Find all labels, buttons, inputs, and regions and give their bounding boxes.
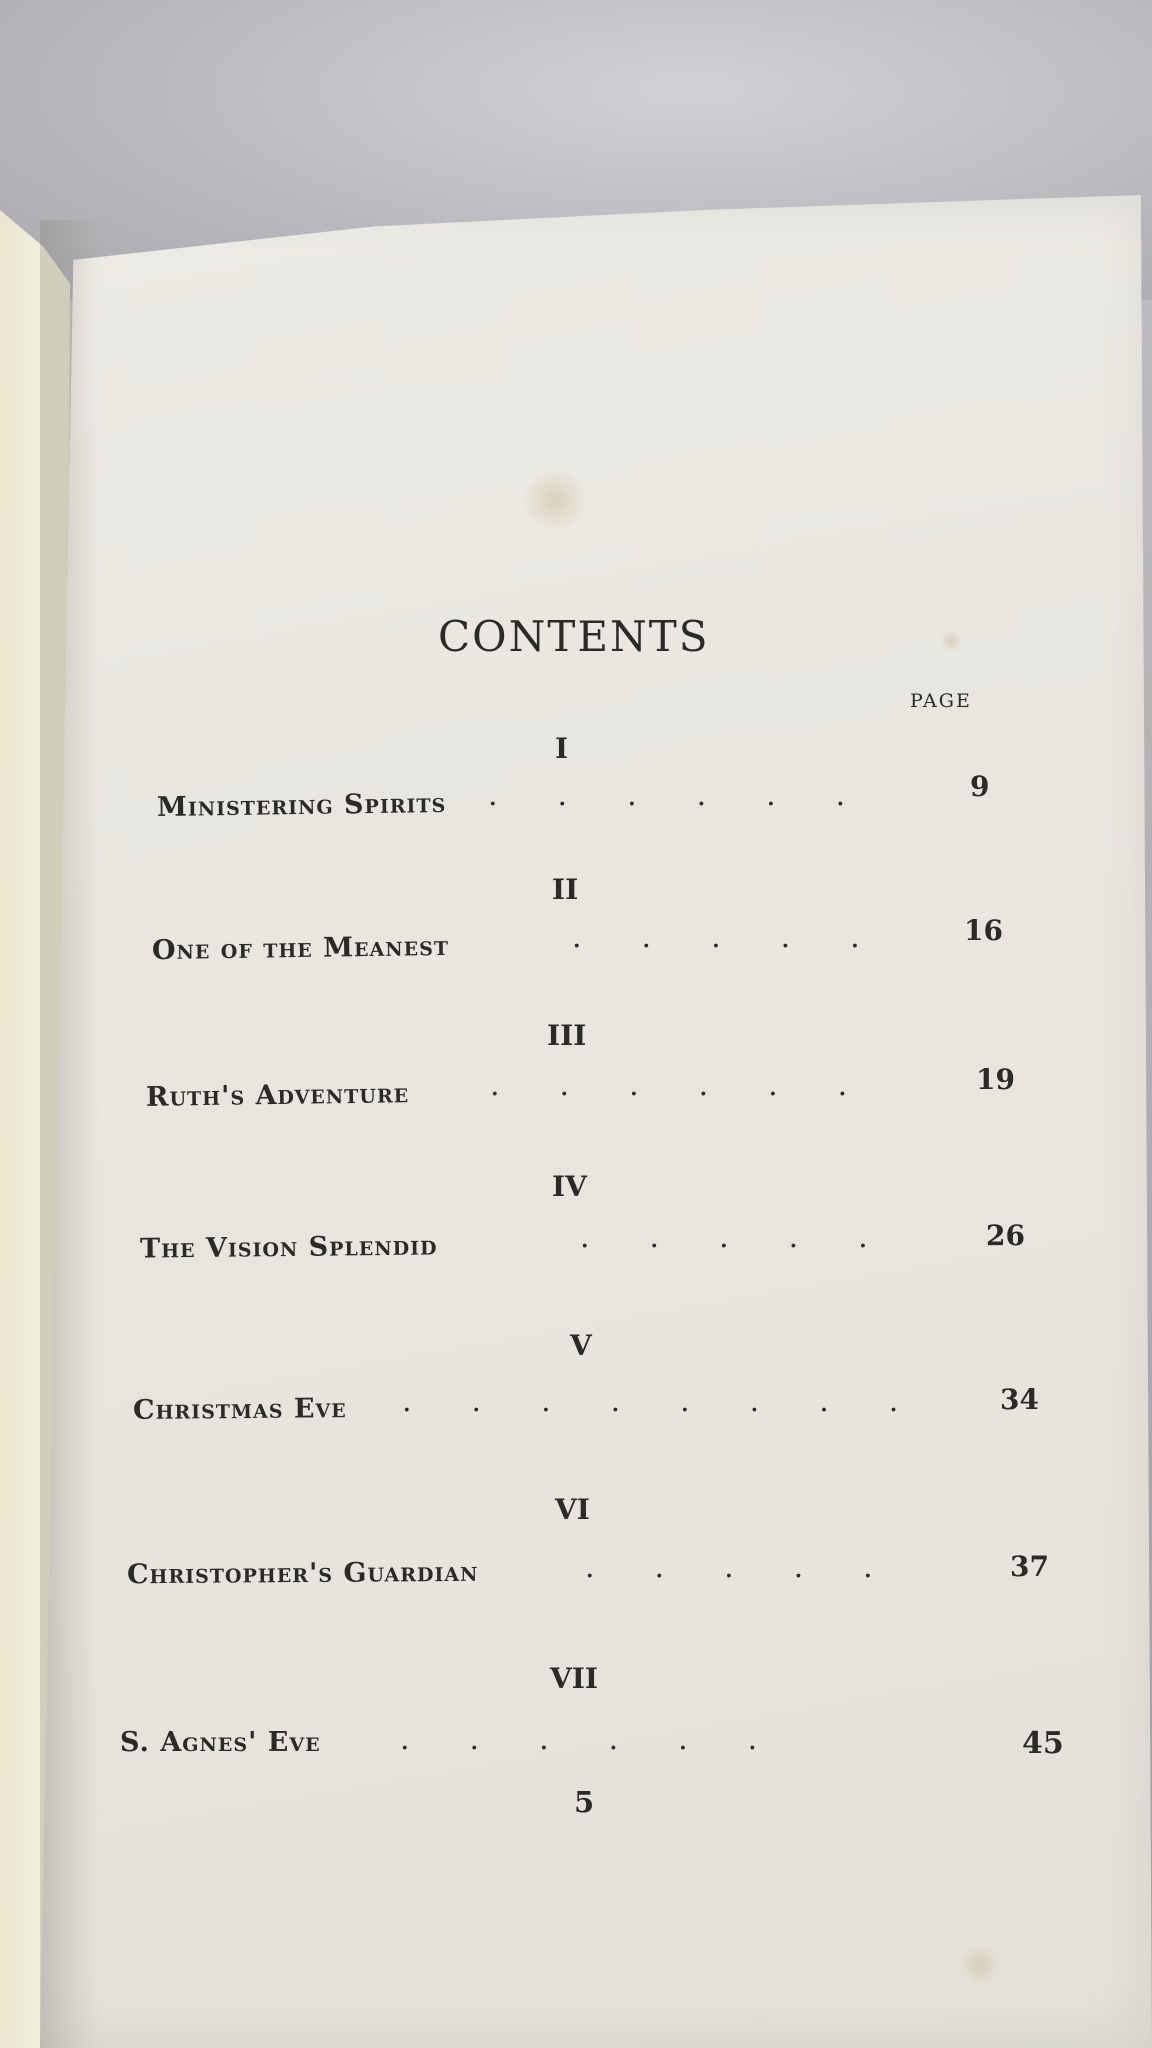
leader-dots: . . . . .: [580, 1220, 868, 1255]
leader-dots: . . . . .: [572, 920, 860, 955]
page-stain: [960, 1945, 1000, 1985]
chapter-page-number: 34: [1000, 1383, 1039, 1416]
chapter-title: One of the Meanest: [151, 930, 450, 967]
leader-dots: . . . . . .: [400, 1722, 758, 1757]
chapter-numeral: I: [555, 732, 569, 765]
chapter-page-number: 26: [986, 1219, 1025, 1252]
book-page: [40, 195, 1152, 2048]
page-folio-number: 5: [574, 1785, 595, 1819]
chapter-page-number: 9: [970, 770, 990, 803]
chapter-numeral: IV: [552, 1170, 587, 1203]
chapter-title: S. Agnes' Eve: [120, 1727, 321, 1758]
chapter-numeral: III: [547, 1019, 587, 1052]
chapter-title: The Vision Splendid: [139, 1230, 438, 1265]
chapter-numeral: VI: [555, 1493, 590, 1526]
page-stain: [940, 630, 962, 652]
chapter-numeral: VII: [550, 1662, 598, 1695]
leader-dots: . . . . . . . .: [402, 1384, 899, 1419]
spine-shadow: [40, 220, 100, 2048]
chapter-numeral: II: [552, 873, 579, 906]
page-column-heading: PAGE: [910, 690, 972, 712]
page-stain: [520, 470, 590, 530]
chapter-page-number: 19: [976, 1063, 1015, 1096]
leader-dots: . . . . . .: [490, 1068, 848, 1103]
leader-dots: . . . . . .: [488, 778, 846, 813]
leader-dots: . . . . .: [585, 1550, 873, 1585]
chapter-title: Christmas Eve: [132, 1393, 347, 1426]
chapter-numeral: V: [570, 1329, 592, 1362]
contents-title: CONTENTS: [438, 612, 710, 661]
chapter-page-number: 45: [1022, 1726, 1064, 1761]
chapter-title: Christopher's Guardian: [126, 1556, 479, 1591]
chapter-page-number: 37: [1010, 1550, 1049, 1583]
chapter-title: Ruth's Adventure: [145, 1078, 410, 1113]
chapter-title: Ministering Spirits: [156, 787, 447, 824]
chapter-page-number: 16: [964, 914, 1003, 947]
